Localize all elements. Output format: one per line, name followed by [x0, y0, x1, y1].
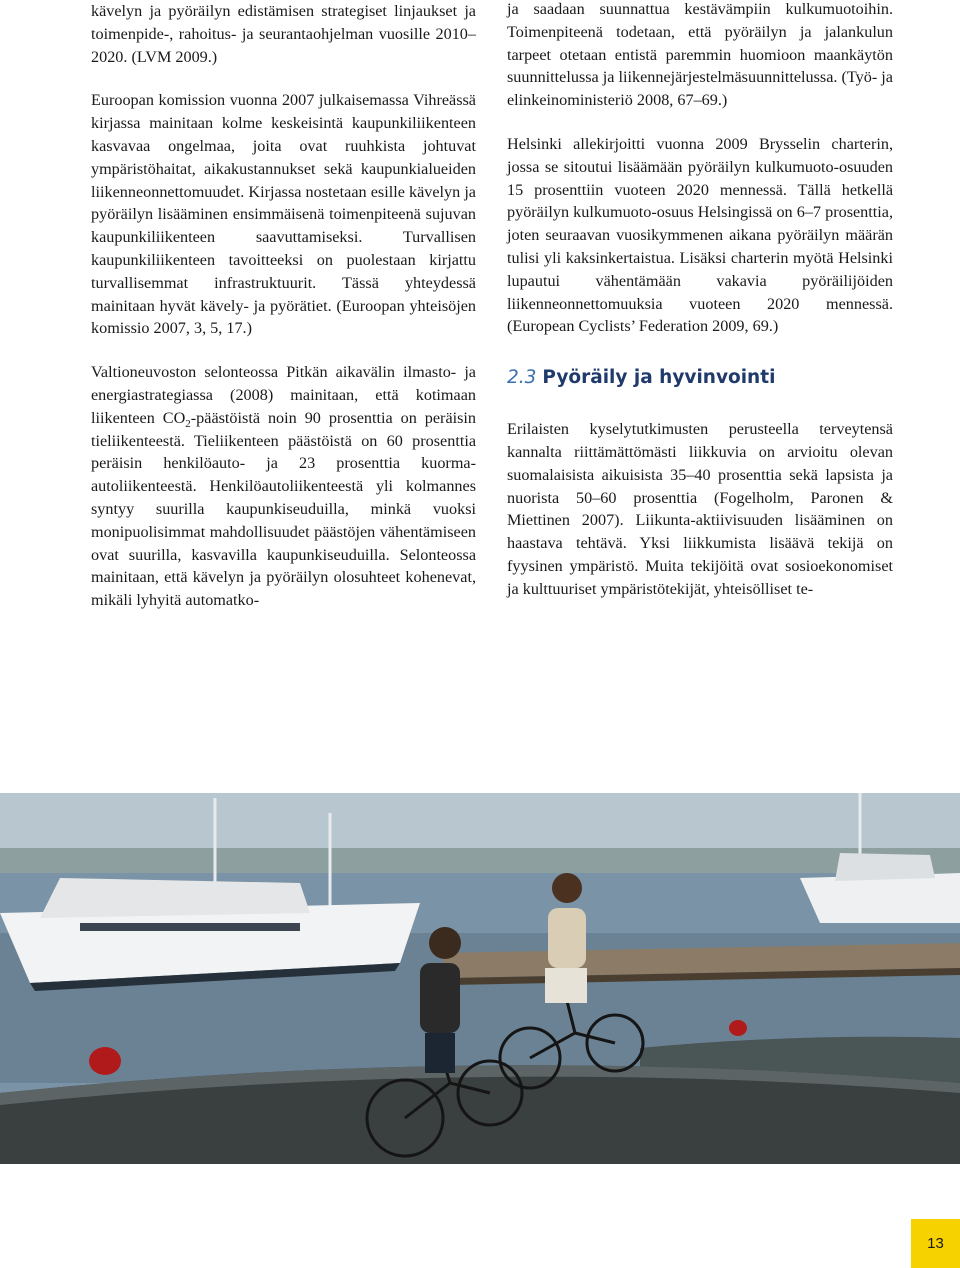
paragraph: ja saadaan suunnattua kestävämpiin kulkumuotoihin. Toimenpiteenä todetaan, että pyöräilyn ja jalankulun tarpeet otetaan entistä paremmin huomioon maankäytön suunnittelussa ja liikennejärjestelmäsuunnittelussa. (Työ- ja elinkeinoministeriö 2008, 67–69.)	[507, 0, 893, 110]
page-number-badge: 13	[911, 1219, 960, 1268]
paragraph: kävelyn ja pyöräilyn edistämisen strategiset linjaukset ja toimenpide-, rahoitus- ja seurantaohjelman vuosille 2010–2020. (LVM 2009.)	[91, 2, 476, 66]
paragraph: Erilaisten kyselytutkimusten perusteella terveytensä kannalta riittämättömästi liikkuvia on arvioitu olevan suomalaisista aikuisista 35–40 prosenttia sekä lapsista ja nuorista 50–60 prosenttia (Fogelholm, Paronen & Miettinen 2007). Liikunta-aktiivisuuden lisääminen on haastava tehtävä. Yksi liikkumista lisäävä tekijä on fyysinen ympäristö. Muita tekijöitä ovat sosioekonomiset ja kulttuuriset ympäristötekijät, yhteisölliset te-	[507, 420, 893, 598]
section-title: Pyöräily ja hyvinvointi	[542, 367, 776, 389]
section-heading	[507, 366, 893, 390]
cyclists-harbor-photo	[0, 793, 960, 1164]
subscript: 2	[185, 417, 191, 430]
paragraph-text: -päästöistä noin 90 prosenttia on peräisin tieliikenteestä. Tieliikenteen päästöistä on 60 prosenttia peräisin henkilöauto- ja 23 prosenttia kuorma-autoliikenteestä. Henkilöautoliikenteestä yli kolmannes syntyy suurilla kaupunkiseuduilla, minkä vuoksi monipuolisimmat mahdollisuudet päästöjen vähentämiseen ovat suurilla, kasvavilla kaupunkiseuduilla. Selonteossa mainitaan, että kävelyn ja pyöräilyn olosuhteet kohenevat, mikäli lyhyitä automatko-	[91, 408, 477, 610]
left-text-column	[91, 0, 476, 633]
right-text-column	[507, 0, 893, 622]
paragraph-text: Valtioneuvoston selonteossa Pitkän aikavälin ilmasto- ja energiastrategiassa (2008) mainitaan, että kotimaan liikenteen CO	[91, 363, 476, 427]
paragraph	[91, 361, 476, 612]
section-number: 2.3	[507, 367, 537, 389]
paragraph: Euroopan komission vuonna 2007 julkaisemassa Vihreässä kirjassa mainitaan kolme keskeisintä kaupunkiliikenteen kasvavaa ongelmaa, joita ovat ruuhkista johtuvat ympäristöhaitat, aikakustannukset sekä kaupunkialueiden liikenneonnettomuudet. Kirjassa nostetaan esille kävelyn ja pyöräilyn lisääminen ensimmäisenä toimenpiteenä sujuvan kaupunkiliikenteen saavuttamiseksi. Turvallisen kaupunkiliikenteen tavoitteeksi on puolestaan kirjattu turvallisemmat infrastruktuurit. Tässä yhteydessä mainitaan hyvät kävely- ja pyörätiet. (Euroopan yhteisöjen komissio 2007, 3, 5, 17.)	[91, 91, 476, 338]
paragraph: Helsinki allekirjoitti vuonna 2009 Brysselin charterin, jossa se sitoutui lisäämään pyöräilyn kulkumuoto-osuuden 15 prosenttiin vuoteen 2020 mennessä. Tällä hetkellä pyöräilyn kulkumuoto-osuus Helsingissä on 6–7 prosenttia, joten seuraavan vuosikymmenen aikana pyöräilyn määrän tulisi yli kaksinkertaistua. Lisäksi charterin myötä Helsinki lupautui vähentämään vakavia pyöräilijöiden liikenneonnettomuuksia vuoteen 2020 mennessä. (European Cyclists’ Federation 2009, 69.)	[507, 134, 893, 336]
photo-illustration	[0, 793, 960, 1164]
